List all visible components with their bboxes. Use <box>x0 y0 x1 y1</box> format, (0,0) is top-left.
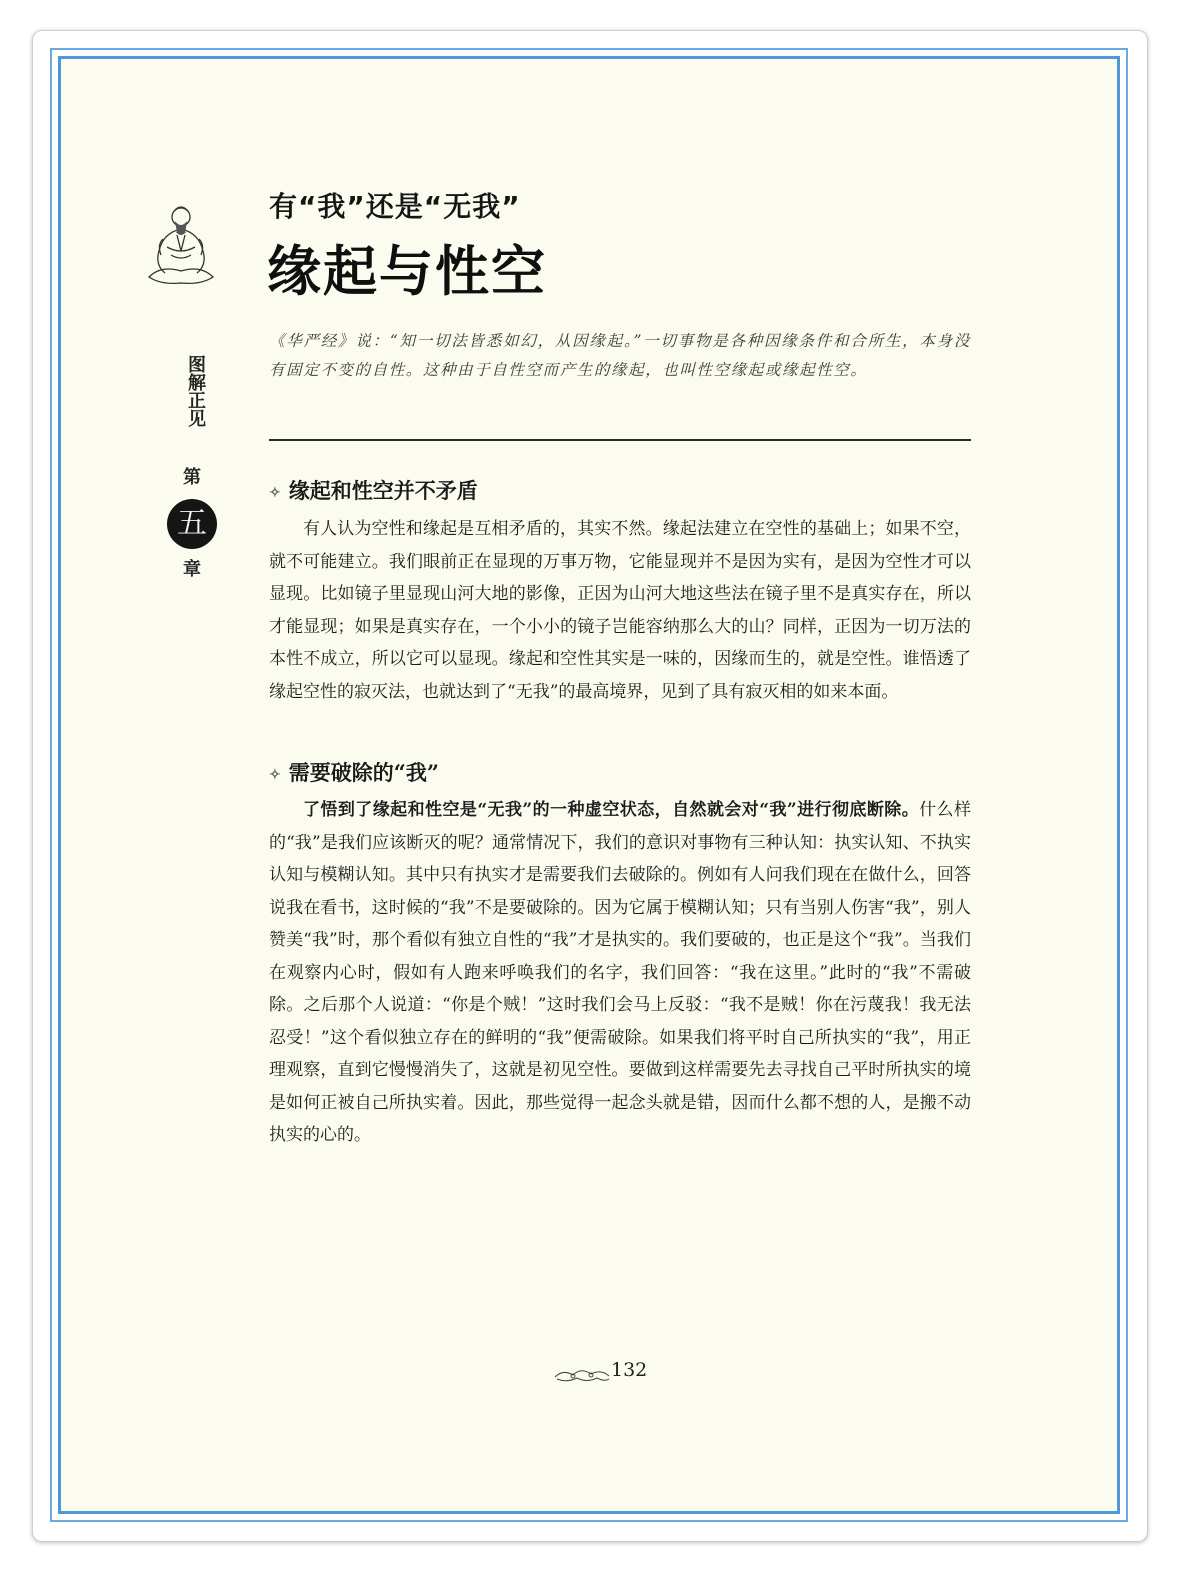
section-2-body: 什么样的“我”是我们应该断灭的呢？通常情况下，我们的意识对事物有三种认知：执实认知、不执实认知与模糊认知。其中只有执实才是需要我们去破除的。例如有人问我们现在在做什么，回答说我在看书，这时候的“我”不是要破除的。因为它属于模糊认知；只有当别人伤害“我”，别人赞美“我”时，那个看似有独立自性的“我”才是执实的。我们要破的，也正是这个“我”。当我们在观察内心时，假如有人跑来呼唤我们的名字，我们回答：“我在这里。”此时的“我”不需破除。之后那个人说道：“你是个贼！”这时我们会马上反驳：“我不是贼！你在污蔑我！我无法忍受！”这个看似独立存在的鲜明的“我”便需破除。如果我们将平时自己所执实的“我”，用正理观察，直到它慢慢消失了，这就是初见空性。要做到这样需要先去寻找自己平时所执实的境是如何正被自己所执实着。因此，那些觉得一起念头就是错，因而什么都不想的人，是搬不动执实的心的。 <box>269 800 971 1145</box>
cloud-ornament-icon <box>553 1365 611 1385</box>
page-number: 132 <box>611 1359 648 1381</box>
divider-rule <box>269 439 971 441</box>
chapter-prefix: 第 <box>183 467 201 488</box>
section-heading-1 <box>269 475 478 505</box>
section-2-paragraph <box>269 794 971 1152</box>
section-heading-2 <box>269 757 439 787</box>
chapter-number-badge: 五 <box>167 499 217 549</box>
page-title: 缘起与性空 <box>267 240 547 303</box>
book-page <box>58 56 1120 1514</box>
book-title-vertical: 图解正见 <box>185 355 206 427</box>
section-heading-1-text: 缘起和性空并不矛盾 <box>288 478 478 503</box>
section-2-lead: 了悟到了缘起和性空是“无我”的一种虚空状态，自然就会对“我”进行彻底断除。 <box>303 800 920 820</box>
ornament-icon: ✧ <box>269 484 281 501</box>
ornament-icon: ✧ <box>269 766 281 783</box>
section-heading-2-text: 需要破除的“我” <box>288 760 439 785</box>
page-subtitle: 有“我”还是“无我” <box>269 190 521 223</box>
monk-illustration-icon <box>141 199 221 289</box>
page-footer <box>553 1359 673 1389</box>
section-1-paragraph: 有人认为空性和缘起是互相矛盾的，其实不然。缘起法建立在空性的基础上；如果不空，就不可能建立。我们眼前正在显现的万事万物，它能显现并不是因为实有，是因为空性才可以显现。比如镜子里显现山河大地的影像，正因为山河大地这些法在镜子里不是真实存在，所以才能显现；如果是真实存在，一个小小的镜子岂能容纳那么大的山？同样，正因为一切万法的本性不成立，所以它可以显现。缘起和空性其实是一味的，因缘而生的，就是空性。谁悟透了缘起空性的寂灭法，也就达到了“无我”的最高境界，见到了具有寂灭相的如来本面。 <box>269 519 971 702</box>
intro-paragraph: 《华严经》说：“知一切法皆悉如幻，从因缘起。”一切事物是各种因缘条件和合所生，本身没有固定不变的自性。这种由于自性空而产生的缘起，也叫性空缘起或缘起性空。 <box>269 332 971 379</box>
chapter-suffix: 章 <box>183 559 201 580</box>
